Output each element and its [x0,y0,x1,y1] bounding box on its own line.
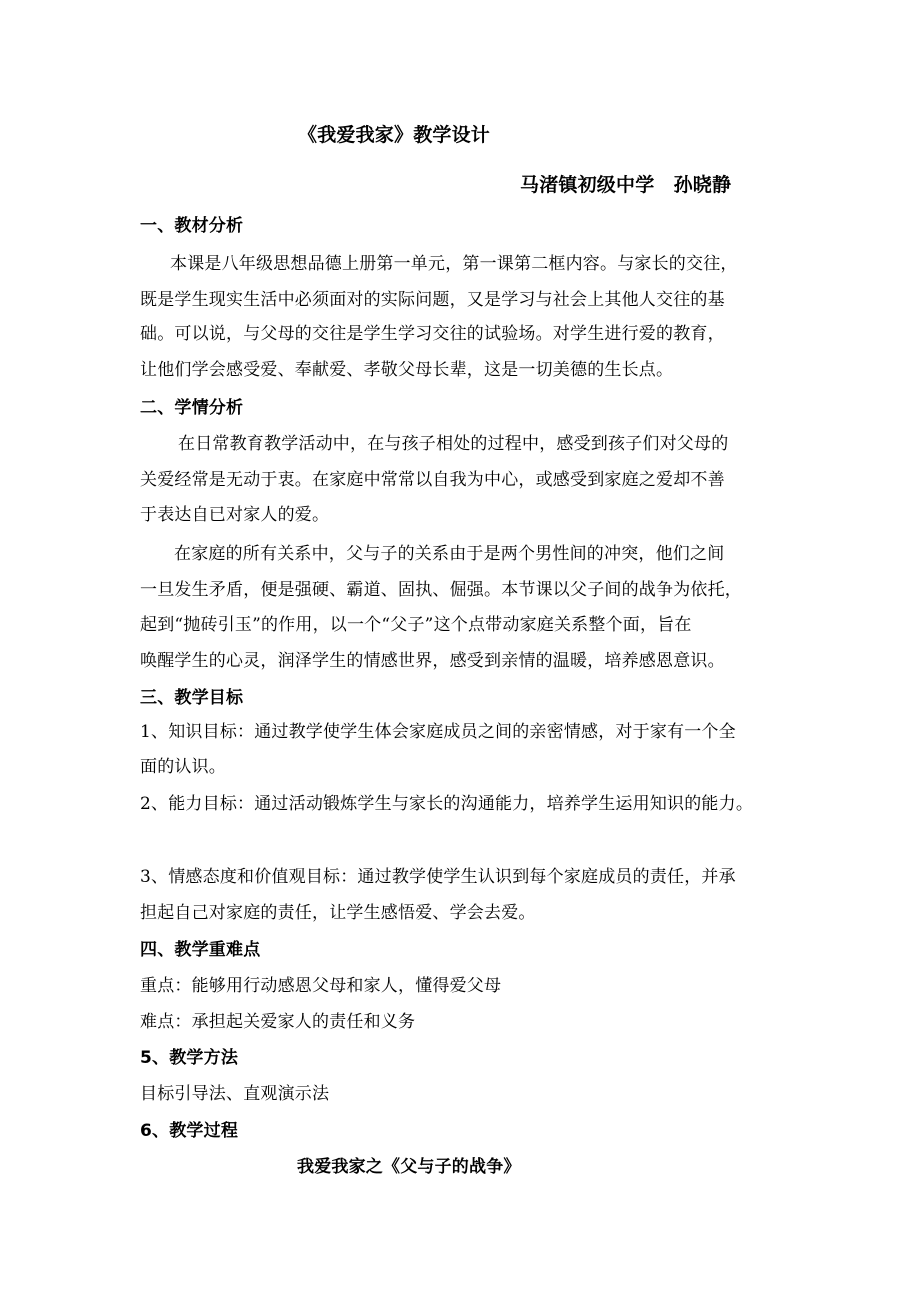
section-heading-process: 6、教学过程 [140,1121,239,1141]
paragraph-line: 既是学生现实生活中必须面对的实际问题，又是学习与社会上其他人交往的基 [140,290,725,310]
paragraph-line: 本课是八年级思想品德上册第一单元，第一课第二框内容。与家长的交往， [170,254,738,274]
paragraph-line: 让他们学会感受爱、奉献爱、孝敬父母长辈，这是一切美德的生长点。 [140,360,674,380]
section-heading-methods: 5、教学方法 [140,1048,239,1068]
paragraph-line: 础。可以说，与父母的交往是学生学习交往的试验场。对学生进行爱的教育， [140,324,725,344]
section-heading-objectives: 三、教学目标 [140,688,244,708]
section-heading-materials: 一、教材分析 [140,216,244,236]
objective-attitude-cont: 担起自己对家庭的责任，让学生感悟爱、学会去爱。 [140,903,536,923]
difficulty-point: 难点：承担起关爱家人的责任和义务 [140,1012,416,1032]
methods-text: 目标引导法、直观演示法 [140,1084,330,1104]
section-heading-students: 二、学情分析 [140,398,244,418]
objective-attitude: 3、情感态度和价值观目标：通过教学使学生认识到每个家庭成员的责任，并承 [140,867,736,887]
paragraph-line: 在日常教育教学活动中，在与孩子相处的过程中，感受到孩子们对父母的 [178,434,729,454]
paragraph-line: 一旦发生矛盾，便是强硬、霸道、固执、倔强。本节课以父子间的战争为依托， [140,580,742,600]
author-line: 马渚镇初级中学 孙晓静 [520,174,732,196]
key-point: 重点：能够用行动感恩父母和家人，懂得爱父母 [140,976,502,996]
paragraph-line: 在家庭的所有关系中，父与子的关系由于是两个男性间的冲突，他们之间 [174,544,725,564]
paragraph-line: 于表达自已对家人的爱。 [140,505,330,525]
objective-knowledge-cont: 面的认识。 [140,757,226,777]
paragraph-line: 关爱经常是无动于衷。在家庭中常常以自我为中心，或感受到家庭之爱却不善 [140,470,725,490]
paragraph-line: 起到“抛砖引玉”的作用，以一个“父子”这个点带动家庭关系整个面，旨在 [140,615,692,635]
paragraph-line: 唤醒学生的心灵，润泽学生的情感世界，感受到亲情的温暖，培养感恩意识。 [140,651,725,671]
objective-knowledge: 1、知识目标：通过教学使学生体会家庭成员之间的亲密情感，对于家有一个全 [140,722,736,742]
objective-ability: 2、能力目标：通过活动锻炼学生与家长的沟通能力，培养学生运用知识的能力。 [140,794,754,814]
process-subtitle: 我爱我家之《父与子的战争》 [297,1157,521,1177]
document-title: 《我爱我家》教学设计 [298,124,491,146]
section-heading-key-points: 四、教学重难点 [140,940,261,960]
